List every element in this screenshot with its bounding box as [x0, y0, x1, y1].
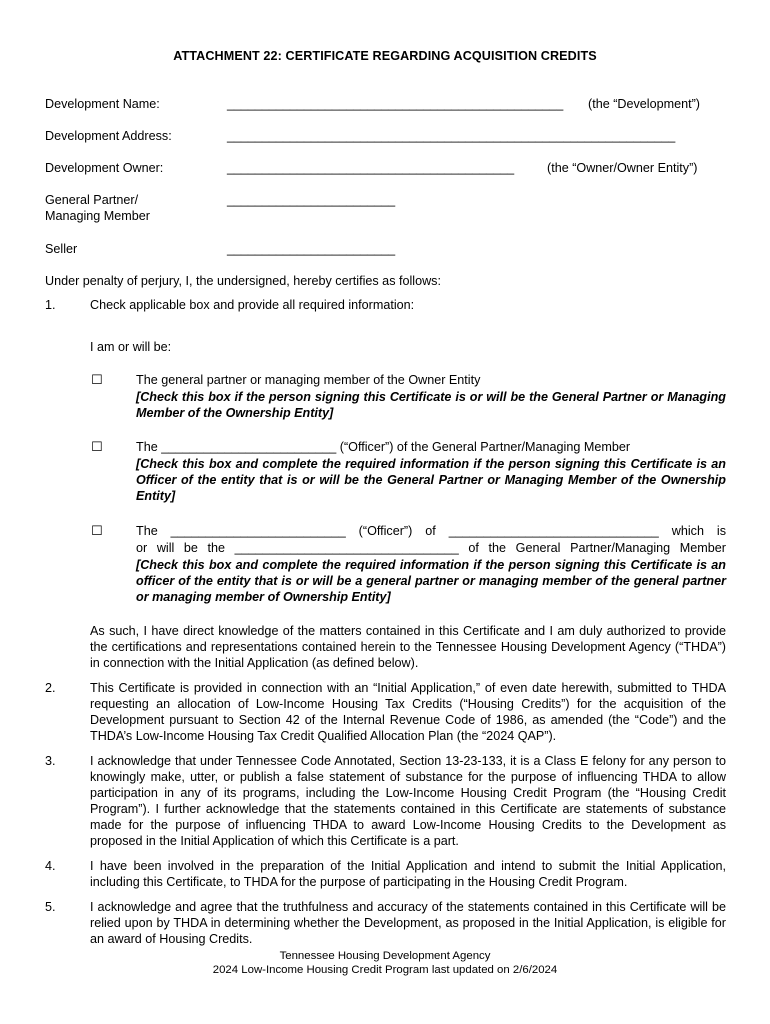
item-2-number: 2. [45, 681, 56, 695]
footer-agency: Tennessee Housing Development Agency [279, 950, 491, 962]
item-5-text: I acknowledge and agree that the truthfulness and accuracy of the statements contained in this Certificate will be relied upon by THDA in determining whether the Development, as proposed in the Initial Application, is eligible for an award of Housing Credits. [90, 900, 726, 946]
item-4-text: I have been involved in the preparation of the Initial Application and intend to submit the Initial Application, including this Certificate, to THDA for the purpose of participating in the Housing Credit Program. [90, 859, 726, 889]
document-title: ATTACHMENT 22: CERTIFICATE REGARDING ACQUISITION CREDITS [173, 49, 597, 63]
item-1-closing: As such, I have direct knowledge of the matters contained in this Certificate and I am duly authorized to provide the certifications and representations contained herein to the Tennessee Housing Development Agency (“THDA”) in connection with the Initial Application (as defined below). [90, 624, 726, 670]
field-suffix-development: (the “Development”) [588, 97, 700, 111]
field-label-development-address: Development Address: [45, 129, 172, 143]
item-3-text: I acknowledge that under Tennessee Code Annotated, Section 13-23-133, it is a Class E felony for any person to knowingly make, utter, or publish a false statement of substance for the purpose of influencing THDA to allow participation in any of its programs, including the Low-Income Housing Credit Program (the “Housing Credit Program”). I further acknowledge that the statements contained in this Certificate are statements of substance made for the purpose of influencing THDA to award Low-Income Housing Credits to the Development as proposed in the Initial Application of which this Certificate is a part. [90, 754, 726, 848]
item-4-number: 4. [45, 859, 56, 873]
option-a-text: The general partner or managing member of the Owner Entity [136, 373, 481, 387]
item-1-text: Check applicable box and provide all required information: [90, 298, 415, 312]
intro-text: Under penalty of perjury, I, the undersigned, hereby certifies as follows: [45, 274, 441, 288]
option-b-note: [Check this box and complete the required information if the person signing this Certificate is an Officer of the entity that is or will be the General Partner or Managing Member of the Ownership Entity] [136, 457, 726, 503]
field-suffix-owner: (the “Owner/Owner Entity”) [547, 161, 698, 175]
option-b-text: The _________________________ (“Officer”) of the General Partner/Managing Member [136, 440, 631, 454]
checkbox-option-officer[interactable]: ☐ [91, 439, 103, 454]
field-blank-seller: ________________________ [227, 242, 396, 256]
field-blank-general-partner: ________________________ [227, 193, 396, 207]
item-1-number: 1. [45, 298, 56, 312]
option-c-note: [Check this box and complete the required information if the person signing this Certificate is an officer of the entity that is or will be a general partner or managing member of the general partner or managing member of Ownership Entity] [136, 558, 726, 604]
field-label-seller: Seller [45, 242, 78, 256]
item-3-number: 3. [45, 754, 56, 768]
item-5-number: 5. [45, 900, 56, 914]
field-label-general-partner: General Partner/ [45, 193, 139, 207]
footer-program-updated: 2024 Low-Income Housing Credit Program last updated on 2/6/2024 [212, 964, 558, 976]
field-blank-development-name: ________________________________________________ [227, 97, 564, 111]
option-a-note: [Check this box if the person signing this Certificate is or will be the General Partner or Managing Member of the Ownership Entity] [136, 390, 726, 420]
checkbox-option-general-partner[interactable]: ☐ [91, 372, 103, 387]
item-1-lead: I am or will be: [90, 340, 172, 354]
field-blank-development-address: ________________________________________________________________ [227, 129, 676, 143]
checkbox-option-officer-of-entity[interactable]: ☐ [91, 523, 103, 538]
item-2-text: This Certificate is provided in connection with an “Initial Application,” of even date herewith, submitted to THDA requesting an allocation of Low-Income Housing Tax Credits (“Housing Credits”) for the acquisition of the Development pursuant to Section 42 of the Internal Revenue Code of 1986, as amended (the “Code”) and the THDA’s Low-Income Housing Tax Credit Qualified Allocation Plan (the “2024 QAP”). [90, 681, 726, 743]
option-c-text-line1: The _________________________ (“Officer”) of ______________________________ which is [136, 524, 726, 538]
field-label-development-owner: Development Owner: [45, 161, 164, 175]
field-label-managing-member: Managing Member [45, 209, 150, 223]
field-blank-development-owner: _________________________________________ [227, 161, 515, 175]
field-label-development-name: Development Name: [45, 97, 160, 111]
option-c-text-line2: or will be the ________________________________ of the General Partner/Managing Member [136, 541, 726, 555]
